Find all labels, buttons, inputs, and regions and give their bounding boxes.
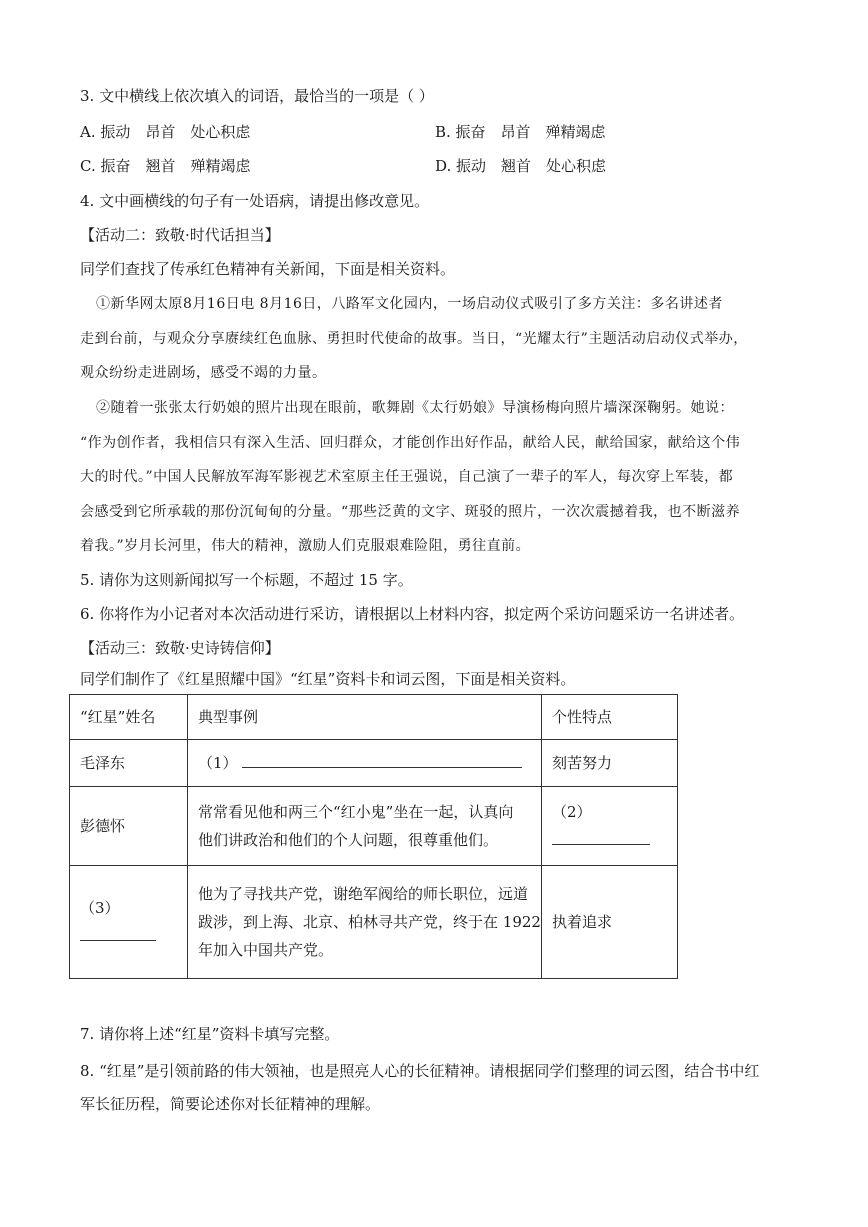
row-1-event: [188, 740, 542, 787]
row-1-event-label: （1）: [198, 754, 238, 772]
row-1-name: 毛泽东: [70, 740, 188, 787]
question-8-line-2: 军长征历程，简要论述你对长征精神的理解。: [80, 1095, 381, 1113]
answer-blank-2[interactable]: [552, 826, 677, 854]
news-1-line-2: 走到台前，与观众分享赓续红色血脉、勇担时代使命的故事。当日，“光耀太行”主题活动启动仪式举办，: [80, 331, 748, 347]
row-2-event-line-2: 他们讲政治和他们的个人问题，很尊重他们。: [198, 831, 499, 849]
option-d: D. 振动 翘首 处心积虑: [435, 157, 607, 175]
activity-2-intro: 同学们查找了传承红色精神有关新闻，下面是相关资料。: [80, 260, 456, 278]
header-trait: 个性特点: [542, 695, 678, 740]
question-6: 6. 你将作为小记者对本次活动进行采访，请根据以上材料内容，拟定两个采访问题采访一名讲述者。: [80, 605, 745, 623]
table-header-row: [70, 695, 678, 740]
news-1-line-1: ①新华网太原8月16日电 8月16日，八路军文化园内，一场启动仪式吸引了多方关注：多名讲述者: [96, 296, 723, 312]
row-3-event-line-2: 跋涉，到上海、北京、柏林寻共产党，终于在 1922: [198, 913, 541, 931]
option-c: C. 振奋 翘首 殚精竭虑: [80, 157, 251, 175]
red-star-info-card: [69, 694, 678, 979]
option-a: A. 振动 昂首 处心积虑: [80, 123, 251, 141]
table-row: [70, 866, 678, 979]
news-2-line-4: 会感受到它所承载的那份沉甸甸的分量。“那些泛黄的文字、斑驳的照片，一次次震撼着我，也不断滋养: [80, 504, 741, 520]
activity-3-title: 【活动三：致敬·史诗铸信仰】: [80, 639, 280, 657]
question-5: 5. 请你为这则新闻拟写一个标题，不超过 15 字。: [80, 571, 413, 589]
news-2-line-5: 着我。”岁月长河里，伟大的精神，激励人们克服艰难险阻，勇往直前。: [80, 538, 531, 554]
header-event: 典型事例: [188, 695, 542, 740]
row-2-trait: [542, 787, 678, 866]
row-2-trait-label: （2）: [552, 803, 592, 821]
row-2-event-line-1: 常常看见他和两三个“红小鬼”坐在一起，认真向: [198, 803, 514, 821]
row-3-trait: 执着追求: [542, 866, 678, 979]
question-3-stem: 3. 文中横线上依次填入的词语，最恰当的一项是（ ）: [80, 87, 434, 105]
news-1-line-3: 观众纷纷走进剧场，感受不竭的力量。: [80, 365, 327, 381]
row-3-name-label: （3）: [80, 899, 120, 917]
answer-blank-3[interactable]: [80, 922, 187, 950]
question-4: 4. 文中画横线的句子有一处语病，请提出修改意见。: [80, 192, 430, 210]
table-row: [70, 740, 678, 787]
option-b: B. 振奋 昂首 殚精竭虑: [435, 123, 606, 141]
row-3-event-line-3: 年加入中国共产党。: [198, 941, 334, 959]
row-3-event-line-1: 他为了寻找共产党，谢绝军阀给的师长职位，远道: [198, 885, 529, 903]
news-2-line-3: 大的时代。”中国人民解放军海军影视艺术室原主任王强说，自己演了一辈子的军人，每次穿上军装，都: [80, 469, 734, 485]
news-2-line-1: ②随着一张张太行奶娘的照片出现在眼前，歌舞剧《太行奶娘》导演杨梅向照片墙深深鞠躬。她说：: [96, 400, 734, 416]
row-3-event: [188, 866, 542, 979]
table-row: [70, 787, 678, 866]
news-2-line-2: “作为创作者，我相信只有深入生活、回归群众，才能创作出好作品，献给人民，献给国家，献给这个伟: [80, 435, 741, 451]
question-7: 7. 请你将上述“红星”资料卡填写完整。: [80, 1025, 340, 1043]
row-1-trait: 刻苦努力: [542, 740, 678, 787]
row-2-event: [188, 787, 542, 866]
question-8-line-1: 8. “红星”是引领前路的伟大领袖，也是照亮人心的长征精神。请根据同学们整理的词云图，结合书中红: [80, 1062, 760, 1080]
activity-3-intro: 同学们制作了《红星照耀中国》“红星”资料卡和词云图，下面是相关资料。: [80, 670, 576, 688]
activity-2-title: 【活动二：致敬·时代话担当】: [80, 226, 280, 244]
header-name: “红星”姓名: [70, 695, 188, 740]
row-2-name: 彭德怀: [70, 787, 188, 866]
row-3-name: [70, 866, 188, 979]
answer-blank-1[interactable]: [242, 753, 522, 768]
